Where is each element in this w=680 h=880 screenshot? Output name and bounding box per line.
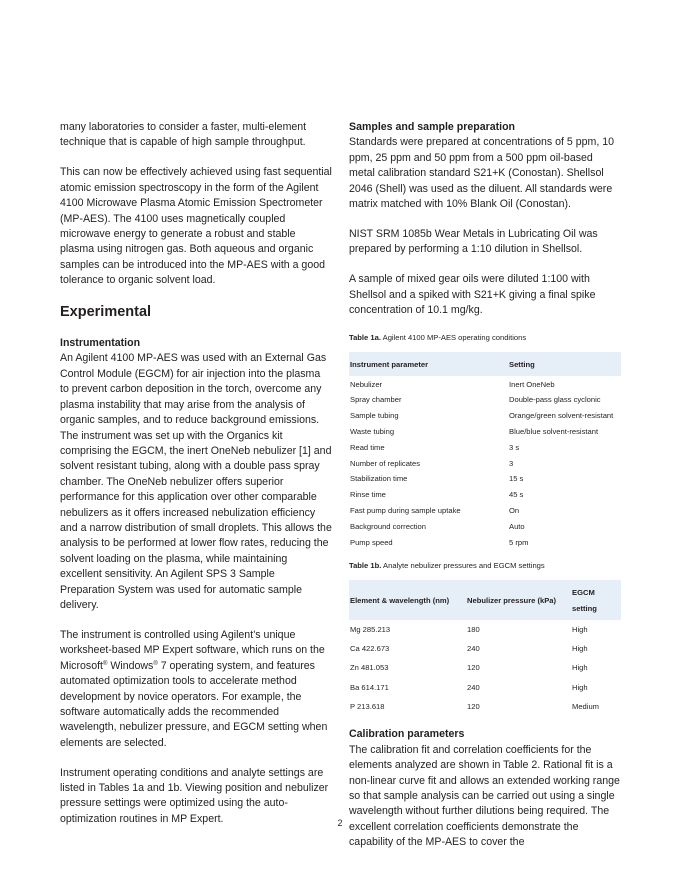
table-cell: Zn 481.053 [350, 663, 389, 673]
table-1b-caption: Table 1b. Analyte nebulizer pressures and EGCM settings [349, 561, 545, 571]
table-cell: Ba 614.171 [350, 682, 389, 692]
table-row [349, 639, 621, 658]
table-cell: Pump speed [350, 537, 393, 547]
table-header-cell: Element & wavelength (nm) [349, 580, 466, 620]
table-row [349, 471, 621, 487]
table-cell: Sample tubing [350, 411, 399, 421]
table-header-cell: Setting [508, 352, 621, 376]
table-cell: Nebulizer [350, 379, 383, 389]
intro-paragraph-end: many laboratories to consider a faster, multi-element technique that is capable of high sample throughput. [60, 121, 307, 149]
table-cell: High [572, 663, 588, 673]
mp-aes-paragraph: This can now be effectively achieved using fast sequential atomic emission spectroscopy in the form of the Agilent 4100 Microwave Plasma Atomic Emission Spectrometer (MP-AES). The 4100 uses magnetically coupled microwave energy to generate a robust and stable plasma using nitrogen gas. Both aqueous and organic samples can be introduced into the MP-AES with a good tolerance to organic solvent load. [60, 166, 332, 287]
table-cell: Waste tubing [350, 426, 395, 436]
registered-mark: ® [153, 660, 158, 667]
table-cell: Stabilization time [350, 474, 408, 484]
standards-paragraph: Standards were prepared at concentrations of 5 ppm, 10 ppm, 25 ppm and 50 ppm from a 500 ppm oil-based metal calibration standard S21+K (Conostan). Shellsol 2046 (Shell) was used as the diluent. All standards were matrix matched with 10% Blank Oil (Conostan). [349, 136, 615, 211]
calibration-heading: Calibration parameters [349, 728, 465, 741]
table-row [349, 455, 621, 471]
table-1b [349, 580, 621, 716]
software-text-c: 7 operating system, and features automated optimization tools to accelerate method development by novice operators. For example, the software automatically adds the recommended wavelength, nebulizer pressure, and EGCM setting when elements are selected. [60, 659, 328, 749]
instrumentation-paragraph: An Agilent 4100 MP-AES was used with an External Gas Control Module (EGCM) for air injection into the plasma to prevent carbon deposition in the torch, overcome any plasma instability that may arise from the analysis of organic samples, and to reduce background emissions. The instrument was set up with the Organics kit comprising the EGCM, the inert OneNeb nebulizer [1] and solvent resistant tubing, along with a double pass spray chamber. The OneNeb nebulizer offers superior performance for this application over other comparable nebulizers as it offers increased nebulization efficiency and a narrow distribution of small droplets. This allows the analysis to be performed at lower flow rates, reducing the solvent loading on the plasma, while maintaining excellent sensitivity. An Agilent SPS 3 Sample Preparation System was used for automatic sample delivery. [60, 352, 332, 611]
table-cell: Spray chamber [350, 395, 402, 405]
table-row [349, 620, 621, 639]
nist-paragraph: NIST SRM 1085b Wear Metals in Lubricating Oil was prepared by performing a 1:10 dilution in Shellsol. [349, 227, 598, 256]
table-row [349, 697, 621, 716]
table-1a [349, 352, 621, 550]
registered-mark: ® [102, 660, 108, 667]
table-cell: Mg 285.213 [350, 624, 391, 634]
software-text-b: Windows [107, 659, 154, 672]
table-header-row [349, 580, 621, 620]
table-cell: 15 s [509, 474, 524, 484]
gear-oil-paragraph: A sample of mixed gear oils were diluted 1:100 with Shellsol and a spiked with S21+K giving a final spike concentration of 10.1 mg/kg. [349, 273, 596, 317]
table-header-row [349, 352, 621, 376]
table-cell: Rinse time [350, 490, 386, 500]
table-cell: High [572, 644, 588, 654]
table-row [349, 408, 621, 424]
table-cell: On [509, 505, 520, 515]
page-number: 2 [337, 818, 343, 828]
table-cell: 240 [467, 682, 480, 692]
table-cell: P 213.618 [350, 702, 385, 712]
table-1a-caption: Table 1a. Agilent 4100 MP-AES operating conditions [349, 332, 527, 342]
table-cell: Background correction [350, 521, 426, 531]
table-row [349, 376, 621, 392]
table-cell: 5 rpm [509, 537, 529, 547]
table-row [349, 440, 621, 456]
instrumentation-heading: Instrumentation [60, 337, 141, 350]
table-1a-body [349, 376, 621, 550]
conditions-paragraph: Instrument operating conditions and analyte settings are listed in Tables 1a and 1b. Viewing position and nebulizer pressure settings were optimized using the auto-optimization routines in MP Expert. [60, 766, 329, 825]
table-row [349, 392, 621, 408]
table-cell: 240 [467, 644, 480, 654]
table-cell: High [572, 682, 588, 692]
table-header-cell: Instrument parameter [349, 352, 508, 376]
table-cell: Blue/blue solvent-resistant [509, 426, 599, 436]
table-cell: Orange/green solvent-resistant [509, 411, 614, 421]
table-cell: 45 s [509, 490, 524, 500]
table-cell: Double-pass glass cyclonic [509, 395, 601, 405]
table-cell: Inert OneNeb [509, 379, 555, 389]
table-cell: Ca 422.673 [350, 644, 390, 654]
table-cell: Medium [572, 702, 600, 712]
software-text-a: The instrument is controlled using Agilent’s unique worksheet-based MP Expert software, which runs on the Microsoft [60, 628, 325, 672]
table-header-cell: Nebulizer pressure (kPa) [466, 580, 571, 620]
table-row [349, 487, 621, 503]
table-cell: High [572, 624, 588, 634]
table-row [349, 534, 621, 550]
table-cell: Number of replicates [350, 458, 421, 468]
calibration-paragraph: The calibration fit and correlation coefficients for the elements analyzed are shown in Table 2. Rational fit is a non-linear curve fit and allows an extended working range so that sample analysis can be carried out using a single wavelength without further dilutions being required. The excellent correlation coefficients demonstrate the capability of the MP-AES to cover the [349, 743, 620, 849]
samples-heading: Samples and sample preparation [349, 121, 516, 133]
table-cell: 180 [467, 624, 480, 634]
table-cell: 120 [467, 663, 480, 673]
table-row [349, 503, 621, 519]
table-row [349, 519, 621, 535]
table-cell: Read time [350, 442, 385, 452]
table-1b-body [349, 620, 621, 716]
table-header-cell: EGCM setting [571, 580, 621, 620]
table-cell: Fast pump during sample uptake [350, 505, 461, 515]
table-row [349, 678, 621, 697]
table-cell: 120 [467, 702, 480, 712]
left-column [60, 120, 332, 842]
software-paragraph [60, 628, 332, 751]
right-column [349, 120, 621, 865]
table-cell: 3 [509, 458, 514, 468]
table-cell: 3 s [509, 442, 520, 452]
table-row [349, 659, 621, 678]
experimental-heading: Experimental [60, 304, 152, 321]
table-cell: Auto [509, 521, 525, 531]
table-row [349, 424, 621, 440]
